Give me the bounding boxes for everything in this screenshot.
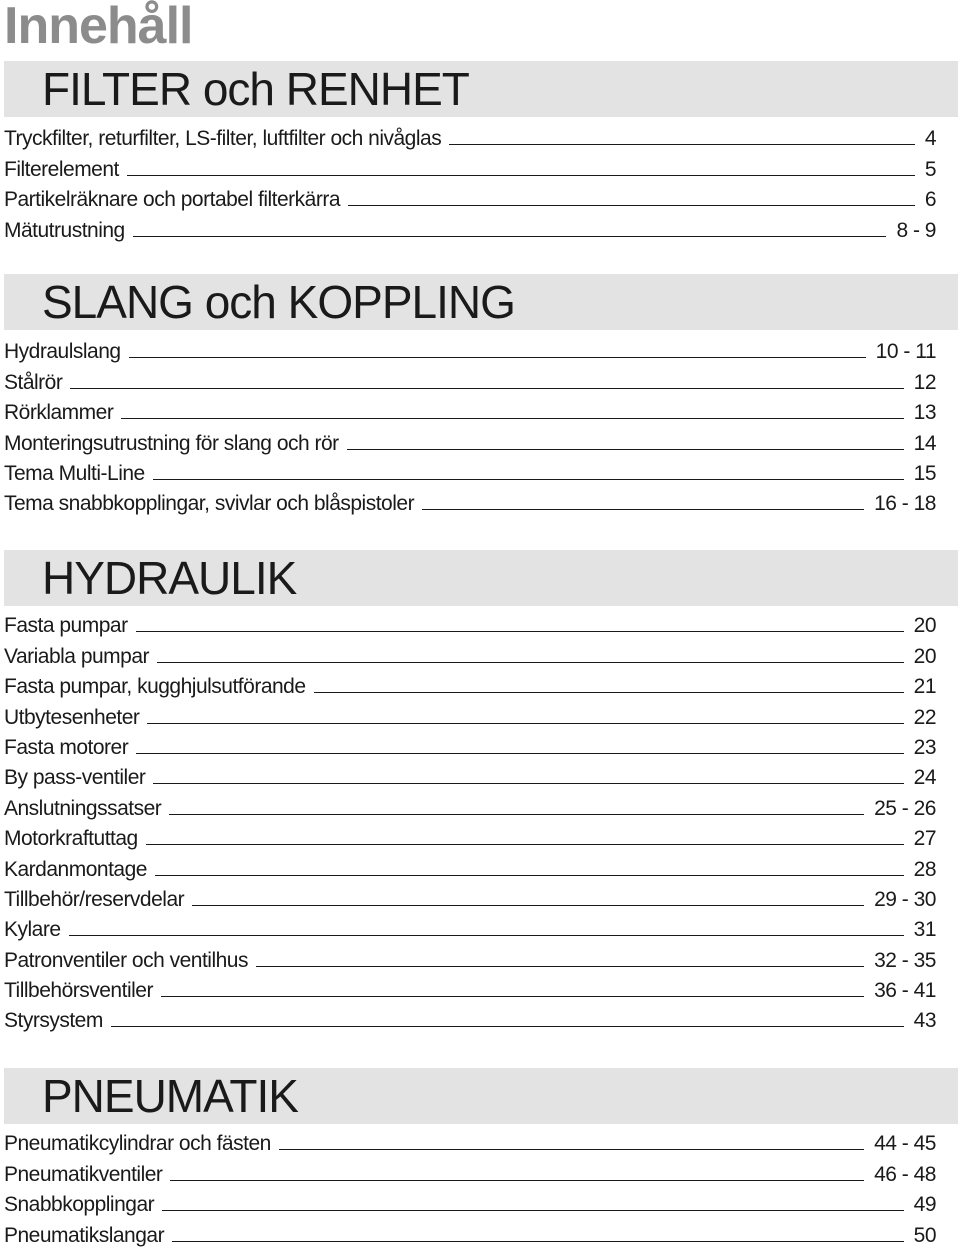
toc-entry[interactable] bbox=[4, 123, 936, 153]
toc-entry-page: 5 bbox=[924, 157, 936, 181]
toc-entry[interactable] bbox=[4, 1219, 936, 1249]
toc-entry-page: 27 bbox=[913, 827, 936, 851]
toc-entry-page: 14 bbox=[913, 431, 936, 455]
toc-entry-page: 16 - 18 bbox=[874, 492, 936, 516]
toc-entry-page: 20 bbox=[913, 644, 936, 668]
toc-entry[interactable] bbox=[4, 214, 936, 244]
leader-line bbox=[170, 1180, 864, 1181]
toc-entry-label: Fasta pumpar bbox=[4, 614, 128, 638]
toc-entry-label: Filterelement bbox=[4, 157, 119, 181]
section-title: FILTER och RENHET bbox=[42, 63, 469, 115]
toc-entry[interactable] bbox=[4, 823, 936, 853]
toc-entry-label: Fasta motorer bbox=[4, 735, 129, 759]
toc-entry[interactable] bbox=[4, 762, 936, 792]
toc-entry[interactable] bbox=[4, 914, 936, 944]
toc-entry[interactable] bbox=[4, 610, 936, 640]
leader-line bbox=[172, 1241, 904, 1242]
leader-line bbox=[136, 631, 904, 632]
toc-entry-page: 32 - 35 bbox=[874, 948, 936, 972]
section-header-band bbox=[4, 61, 958, 117]
toc-entry[interactable] bbox=[4, 458, 936, 488]
toc-entry-page: 20 bbox=[913, 614, 936, 638]
toc-entry-page: 24 bbox=[913, 766, 936, 790]
toc-entry-label: Stålrör bbox=[4, 370, 63, 394]
toc-entry[interactable] bbox=[4, 732, 936, 762]
leader-line bbox=[111, 1026, 904, 1027]
toc-entry-page: 13 bbox=[913, 401, 936, 425]
toc-entry-label: Styrsystem bbox=[4, 1009, 103, 1033]
toc-entry-page: 8 - 9 bbox=[896, 218, 936, 242]
toc-entry-label: Tryckfilter, returfilter, LS-filter, luftfilter och nivåglas bbox=[4, 127, 442, 151]
toc-entry-label: Hydraulslang bbox=[4, 340, 121, 364]
leader-line bbox=[136, 753, 903, 754]
toc-entry[interactable] bbox=[4, 671, 936, 701]
leader-line bbox=[256, 966, 864, 967]
toc-list bbox=[4, 336, 936, 518]
toc-entry-label: Motorkraftuttag bbox=[4, 827, 138, 851]
toc-list bbox=[4, 1128, 936, 1250]
leader-line bbox=[192, 905, 864, 906]
toc-entry-page: 25 - 26 bbox=[874, 796, 936, 820]
section-header-band bbox=[4, 1068, 958, 1124]
leader-line bbox=[121, 418, 903, 419]
toc-entry-page: 21 bbox=[913, 675, 936, 699]
toc-entry[interactable] bbox=[4, 975, 936, 1005]
toc-entry[interactable] bbox=[4, 792, 936, 822]
toc-entry-page: 28 bbox=[913, 857, 936, 881]
leader-line bbox=[162, 1210, 904, 1211]
toc-entry-label: Kylare bbox=[4, 918, 61, 942]
toc-entry[interactable] bbox=[4, 153, 936, 183]
toc-entry[interactable] bbox=[4, 1189, 936, 1219]
page-title: Innehåll bbox=[4, 0, 193, 55]
leader-line bbox=[129, 357, 866, 358]
toc-entry-label: Pneumatikventiler bbox=[4, 1162, 163, 1186]
toc-entry-label: Pneumatikcylindrar och fästen bbox=[4, 1132, 271, 1156]
toc-entry-label: Variabla pumpar bbox=[4, 644, 150, 668]
leader-line bbox=[279, 1149, 864, 1150]
toc-entry-label: Monteringsutrustning för slang och rör bbox=[4, 431, 339, 455]
toc-entry-page: 29 - 30 bbox=[874, 887, 936, 911]
leader-line bbox=[153, 783, 903, 784]
toc-entry-label: Anslutningssatser bbox=[4, 796, 162, 820]
leader-line bbox=[347, 449, 904, 450]
leader-line bbox=[127, 175, 915, 176]
leader-line bbox=[422, 509, 864, 510]
toc-entry-page: 36 - 41 bbox=[874, 979, 936, 1003]
leader-line bbox=[161, 996, 864, 997]
toc-entry[interactable] bbox=[4, 884, 936, 914]
toc-entry[interactable] bbox=[4, 1005, 936, 1035]
toc-entry-label: Partikelräknare och portabel filterkärra bbox=[4, 188, 340, 212]
toc-entry-label: Kardanmontage bbox=[4, 857, 147, 881]
leader-line bbox=[348, 205, 915, 206]
toc-entry-label: Tillbehör/reservdelar bbox=[4, 887, 185, 911]
toc-entry-page: 44 - 45 bbox=[874, 1132, 936, 1156]
toc-entry-label: Patronventiler och ventilhus bbox=[4, 948, 248, 972]
toc-list bbox=[4, 123, 936, 245]
toc-entry-label: Snabbkopplingar bbox=[4, 1193, 155, 1217]
toc-entry-page: 23 bbox=[913, 735, 936, 759]
toc-entry-page: 10 - 11 bbox=[875, 340, 936, 364]
section-title: HYDRAULIK bbox=[42, 552, 297, 604]
leader-line bbox=[155, 875, 904, 876]
toc-entry-page: 46 - 48 bbox=[874, 1162, 936, 1186]
toc-entry-label: Tillbehörsventiler bbox=[4, 979, 153, 1003]
leader-line bbox=[314, 692, 904, 693]
toc-entry[interactable] bbox=[4, 640, 936, 670]
toc-entry-page: 50 bbox=[913, 1223, 936, 1247]
section-title: PNEUMATIK bbox=[42, 1070, 298, 1122]
toc-entry-label: Mätutrustning bbox=[4, 218, 125, 242]
leader-line bbox=[133, 236, 887, 237]
toc-entry[interactable] bbox=[4, 1158, 936, 1188]
toc-entry-label: Pneumatikslangar bbox=[4, 1223, 165, 1247]
toc-entry[interactable] bbox=[4, 336, 936, 366]
toc-entry-label: Rörklammer bbox=[4, 401, 114, 425]
toc-entry-page: 31 bbox=[913, 918, 936, 942]
toc-entry-page: 43 bbox=[913, 1009, 936, 1033]
toc-entry-label: Utbytesenheter bbox=[4, 705, 140, 729]
toc-entry[interactable] bbox=[4, 397, 936, 427]
toc-entry-label: Tema snabbkopplingar, svivlar och blåspistoler bbox=[4, 492, 415, 516]
toc-entry[interactable] bbox=[4, 427, 936, 457]
toc-entry-page: 4 bbox=[924, 127, 936, 151]
section-header-band bbox=[4, 550, 958, 606]
leader-line bbox=[146, 844, 904, 845]
toc-entry-page: 22 bbox=[913, 705, 936, 729]
toc-entry-page: 6 bbox=[924, 188, 936, 212]
leader-line bbox=[153, 479, 904, 480]
leader-line bbox=[147, 723, 903, 724]
leader-line bbox=[69, 935, 904, 936]
toc-entry[interactable] bbox=[4, 701, 936, 731]
leader-line bbox=[449, 144, 915, 145]
section-title: SLANG och KOPPLING bbox=[42, 276, 515, 328]
toc-entry-label: Fasta pumpar, kugghjulsutförande bbox=[4, 675, 306, 699]
toc-entry[interactable] bbox=[4, 184, 936, 214]
toc-entry[interactable] bbox=[4, 366, 936, 396]
toc-entry[interactable] bbox=[4, 1128, 936, 1158]
toc-entry-page: 15 bbox=[913, 461, 936, 485]
toc-entry-page: 12 bbox=[913, 370, 936, 394]
leader-line bbox=[70, 388, 903, 389]
section-header-band bbox=[4, 274, 958, 330]
leader-line bbox=[169, 814, 864, 815]
toc-entry[interactable] bbox=[4, 853, 936, 883]
toc-entry[interactable] bbox=[4, 488, 936, 518]
toc-entry-label: By pass-ventiler bbox=[4, 766, 146, 790]
toc-entry[interactable] bbox=[4, 944, 936, 974]
toc-entry-label: Tema Multi-Line bbox=[4, 461, 145, 485]
toc-list bbox=[4, 610, 936, 1035]
toc-entry-page: 49 bbox=[913, 1193, 936, 1217]
leader-line bbox=[157, 662, 904, 663]
